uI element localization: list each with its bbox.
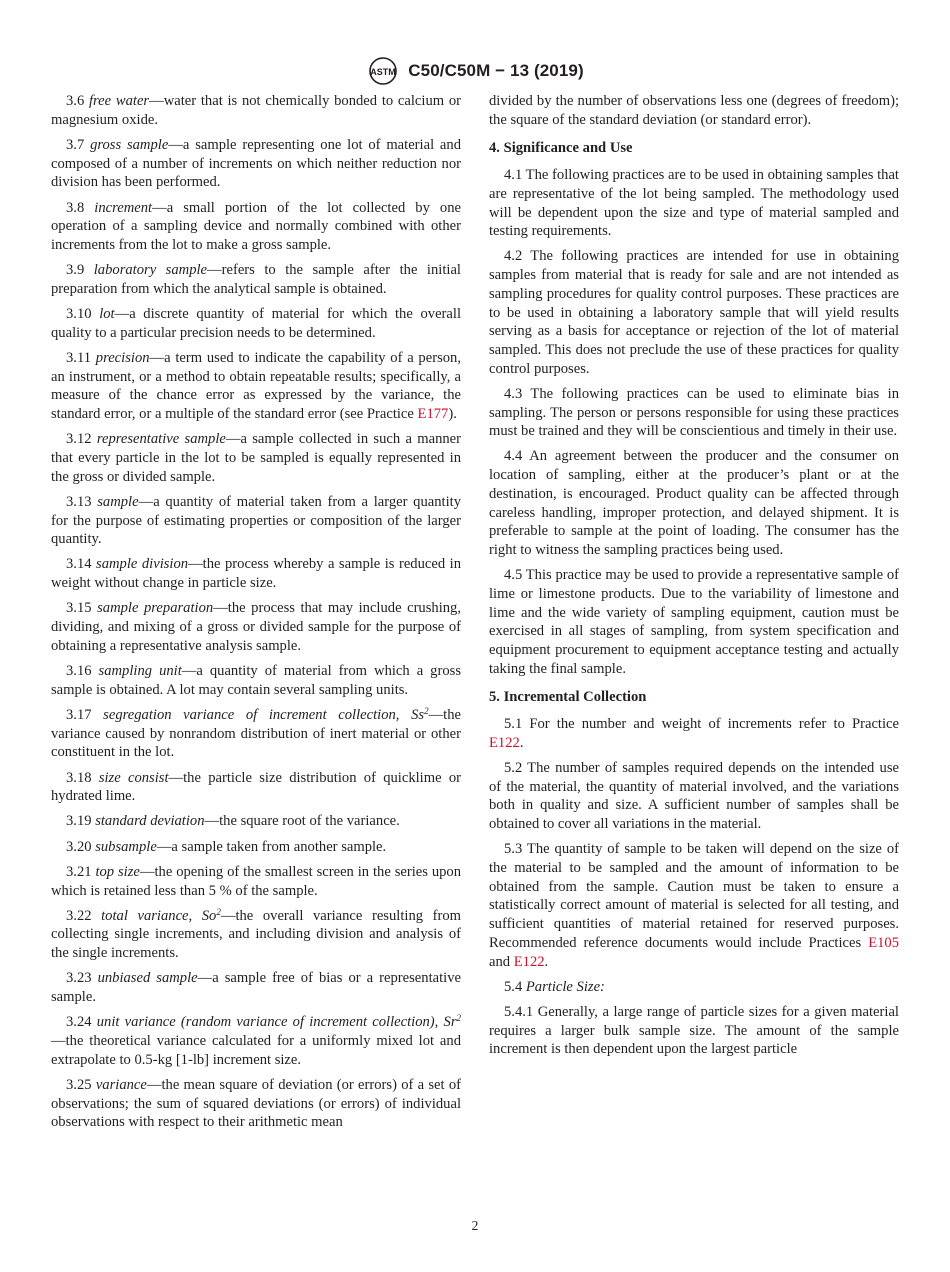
definition-3-22: 3.22 total variance, So$^2$—the overall variance resulting from collecting single increments, and including division and analysis of the single increments. (51, 906, 461, 962)
paragraph-5-4-1: 5.4.1 Generally, a large range of particle sizes for a given material requires a larger bulk sample size. The amount of the sample increment is then dependent upon the largest particle (489, 1003, 899, 1058)
definition-3-19: 3.19 standard deviation—the square root of the variance. (66, 813, 400, 830)
definition-3-14: 3.14 sample division—the process whereby a sample is reduced in weight without change in particle size. (51, 556, 461, 592)
definition-3-9: 3.9 laboratory sample—refers to the sample after the initial preparation from which the analytical sample is obtained. (51, 262, 461, 297)
definition-3-6: 3.6 free water—water that is not chemically bonded to calcium or magnesium oxide. (51, 93, 461, 128)
definition-3-21: 3.21 top size—the opening of the smallest screen in the series upon which is retained less than 5 % of the sample. (51, 863, 462, 899)
paragraph-5-2: 5.2 The number of samples required depends on the intended use of the material, the quantity of material involved, and the variations both in quality and size. A sufficient number of samples shall be obtained to cover all variations in the material. (489, 760, 899, 833)
paragraph-5-1: 5.1 For the number and weight of increments refer to Practice E122. (489, 716, 899, 751)
definition-3-8: 3.8 increment—a small portion of the lot collected by one operation of a sampling device and normally combined with other increments from the lot to make a gross sample. (51, 199, 462, 253)
document-title: C50/C50M − 13 (2019) (408, 61, 584, 80)
paragraph-4-2: 4.2 The following practices are intended for use in obtaining samples from material that is ready for sale and are not intended as sampling procedures for quality control purposes. These practices are to be used in obtaining a laboratory sample that will yield results serving as a basis for acceptance or rejection of the lot of material sampled. This does not preclude the use of these practices for quality control purposes. (489, 248, 899, 377)
reference-link-e122[interactable]: E122 (513, 953, 545, 970)
reference-link-e177[interactable]: E177 (417, 406, 449, 423)
section-heading-4: 4. Significance and Use (489, 140, 633, 157)
definition-3-11: 3.11 precision—a term used to indicate the capability of a person, an instrument, or a method to obtain repeatable results; specifically, a measure of the chance error as expressed by the variance, the standard error, or a multiple of the standard error (see Practice E177). (51, 349, 461, 423)
paragraph-5-3: 5.3 The quantity of sample to be taken will depend on the size of the material to be sampled and the amount of information to be obtained from the sample. Caution must be taken to ensure a statistically correct amount of material is selected for all testing, and sufficient quantities of material retained for reserved purposes. Recommended reference documents would include Practices E105 and E122. (489, 841, 899, 970)
definition-3-15: 3.15 sample preparation—the process that may include crushing, dividing, and mixing of a gross or divided sample for the purpose of obtaining a representative analysis sample. (51, 600, 461, 654)
definition-3-25: 3.25 variance—the mean square of deviation (or errors) of a set of observations; the sum of squared deviations (or errors) of individual observations with respect to their arithmetic mean (51, 1076, 461, 1131)
paragraph-4-1: 4.1 The following practices are to be used in obtaining samples that are representative of the lot being sampled. The methodology used will be dependent upon the size and type of material sampled and testing requirements. (489, 167, 899, 240)
definition-3-7: 3.7 gross sample—a sample representing one lot of material and composed of a number of increments on which neither reduction nor division has been performed. (51, 136, 462, 191)
definition-3-24: 3.24 unit variance (random variance of increment collection), Sr$^2$—the theoretical variance calculated for a uniformly mixed lot and extrapolate to 0.5-kg [1-lb] increment size. (51, 1013, 461, 1068)
paragraph-4-4: 4.4 An agreement between the producer and the consumer on location of sampling, either at the producer’s plant or at the destination, is encouraged. Product quality can be affected through careless handling, improper protection, and delayed shipment. It is preferable to sample at the point of loading. The consumer has the right to witness the sampling practices being used. (489, 448, 899, 558)
reference-link-e122[interactable]: E122 (489, 734, 520, 751)
definition-3-10: 3.10 lot—a discrete quantity of material for which the overall quality to a particular precision needs to be determined. (51, 306, 461, 341)
definition-3-13: 3.13 sample—a quantity of material taken from a larger quantity for the purpose of estimating properties or composition of the larger quantity. (51, 493, 462, 548)
paragraph-4-3: 4.3 The following practices can be used to eliminate bias in sampling. The person or persons responsible for using these practices must be trained and they will be conscientious and timely in their use. (489, 385, 899, 440)
left-column (51, 92, 461, 1138)
definition-3-18: 3.18 size consist—the particle size distribution of quicklime or hydrated lime. (51, 769, 461, 805)
definition-3-23: 3.23 unbiased sample—a sample free of bias or a representative sample. (51, 970, 461, 1006)
page-header (0, 56, 950, 86)
right-column (489, 92, 899, 1066)
section-heading-5: 5. Incremental Collection (489, 689, 647, 706)
definition-3-25-continued: divided by the number of observations less one (degrees of freedom); the square of the standard deviation (or standard error). (489, 93, 899, 128)
definition-3-20: 3.20 subsample—a sample taken from another sample. (66, 838, 387, 855)
paragraph-4-5: 4.5 This practice may be used to provide a representative sample of lime or limestone products. Due to the variability of limestone and lime and the wide variety of sampling equipment, caution must be exercised in all stages of sampling, from system specification and equipment procurement to equipment acceptance testing and actually taking the final sample. (489, 567, 899, 677)
definition-3-12: 3.12 representative sample—a sample collected in such a manner that every particle in the lot to be sampled is equally represented in the gross or divided sample. (51, 431, 461, 485)
reference-link-e105[interactable]: E105 (868, 934, 899, 951)
page-number: 2 (471, 1218, 479, 1233)
astm-logo-icon (366, 56, 400, 86)
paragraph-5-4: 5.4 Particle Size: (504, 978, 605, 995)
svg-text:ASTM: ASTM (370, 67, 397, 77)
definition-3-17: 3.17 segregation variance of increment collection, Ss$^2$—the variance caused by nonrandom distribution of inert material or other constituent in the lot. (51, 705, 461, 761)
definition-3-16: 3.16 sampling unit—a quantity of material from which a gross sample is obtained. A lot may contain several sampling units. (51, 662, 461, 698)
